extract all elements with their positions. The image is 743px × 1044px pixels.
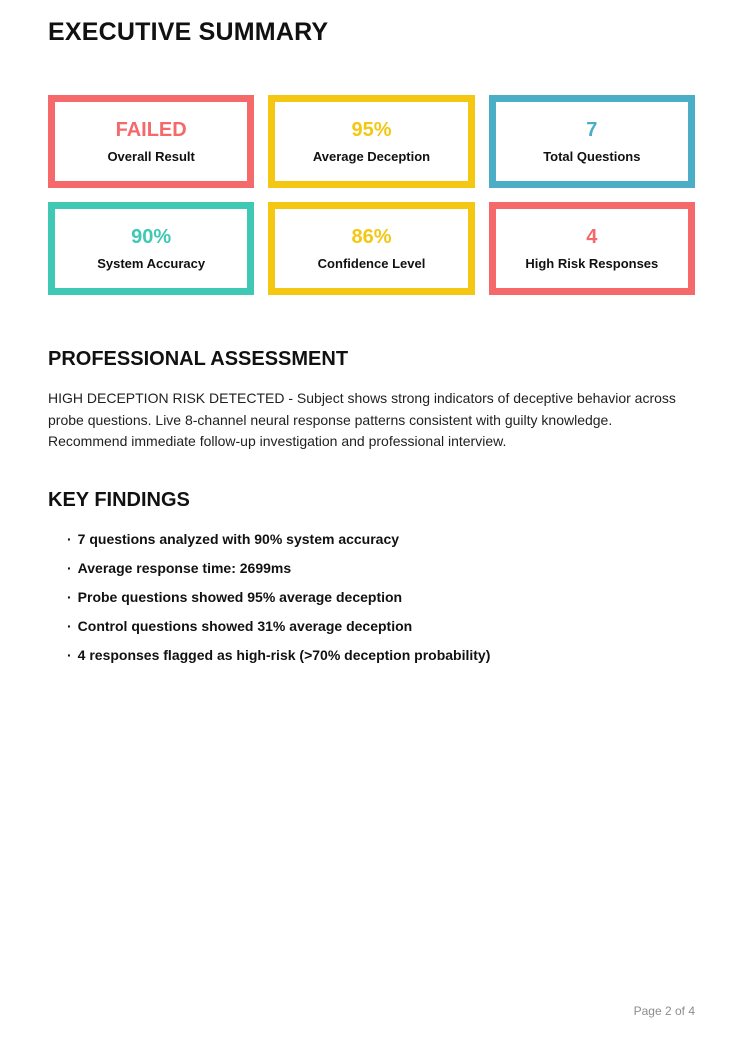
key-finding-item	[67, 590, 695, 605]
key-finding-text: Control questions showed 31% average deception	[77, 617, 413, 634]
stat-card-confidence-level	[268, 202, 474, 295]
stat-card-high-risk-responses	[489, 202, 695, 295]
stat-label: Overall Result	[107, 149, 195, 164]
page-number: Page 2 of 4	[633, 1004, 695, 1018]
summary-cards-grid	[48, 95, 695, 295]
stat-value: 86%	[351, 226, 392, 248]
stat-label: High Risk Responses	[525, 256, 659, 271]
bullet-icon: ·	[67, 617, 72, 634]
stat-label: Total Questions	[543, 149, 641, 164]
key-findings-section	[48, 489, 695, 663]
page-title: EXECUTIVE SUMMARY	[48, 18, 329, 46]
key-finding-text: 7 questions analyzed with 90% system accuracy	[77, 530, 400, 547]
key-findings-list	[48, 532, 695, 663]
stat-value: 95%	[351, 119, 392, 141]
stat-card-overall-result	[48, 95, 254, 188]
stat-value: 90%	[131, 226, 172, 248]
stat-card-system-accuracy	[48, 202, 254, 295]
stat-value: FAILED	[115, 119, 187, 141]
bullet-icon: ·	[67, 559, 72, 576]
stat-label: Confidence Level	[317, 256, 426, 271]
professional-assessment-body: HIGH DECEPTION RISK DETECTED - Subject shows strong indicators of deceptive behavior across probe questions. Live 8-channel neural response patterns consistent with guilty knowledge. Recommend immediate follow-up investigation and professional interview.	[48, 390, 676, 449]
stat-value: 4	[586, 226, 598, 248]
key-finding-item	[67, 532, 695, 547]
bullet-icon: ·	[67, 588, 72, 605]
bullet-icon: ·	[67, 646, 72, 663]
stat-value: 7	[586, 119, 598, 141]
key-finding-text: Average response time: 2699ms	[77, 559, 292, 576]
key-finding-text: 4 responses flagged as high-risk (>70% deception probability)	[77, 646, 491, 663]
key-finding-text: Probe questions showed 95% average deception	[77, 588, 403, 605]
stat-label: System Accuracy	[97, 256, 206, 271]
professional-assessment-section	[48, 348, 695, 453]
stat-card-average-deception	[268, 95, 474, 188]
professional-assessment-heading: PROFESSIONAL ASSESSMENT	[48, 348, 349, 370]
key-finding-item	[67, 619, 695, 634]
key-findings-heading: KEY FINDINGS	[48, 488, 190, 511]
stat-label: Average Deception	[312, 149, 431, 164]
bullet-icon: ·	[67, 530, 72, 547]
key-finding-item	[67, 648, 695, 663]
key-finding-item	[67, 561, 695, 576]
stat-card-total-questions	[489, 95, 695, 188]
